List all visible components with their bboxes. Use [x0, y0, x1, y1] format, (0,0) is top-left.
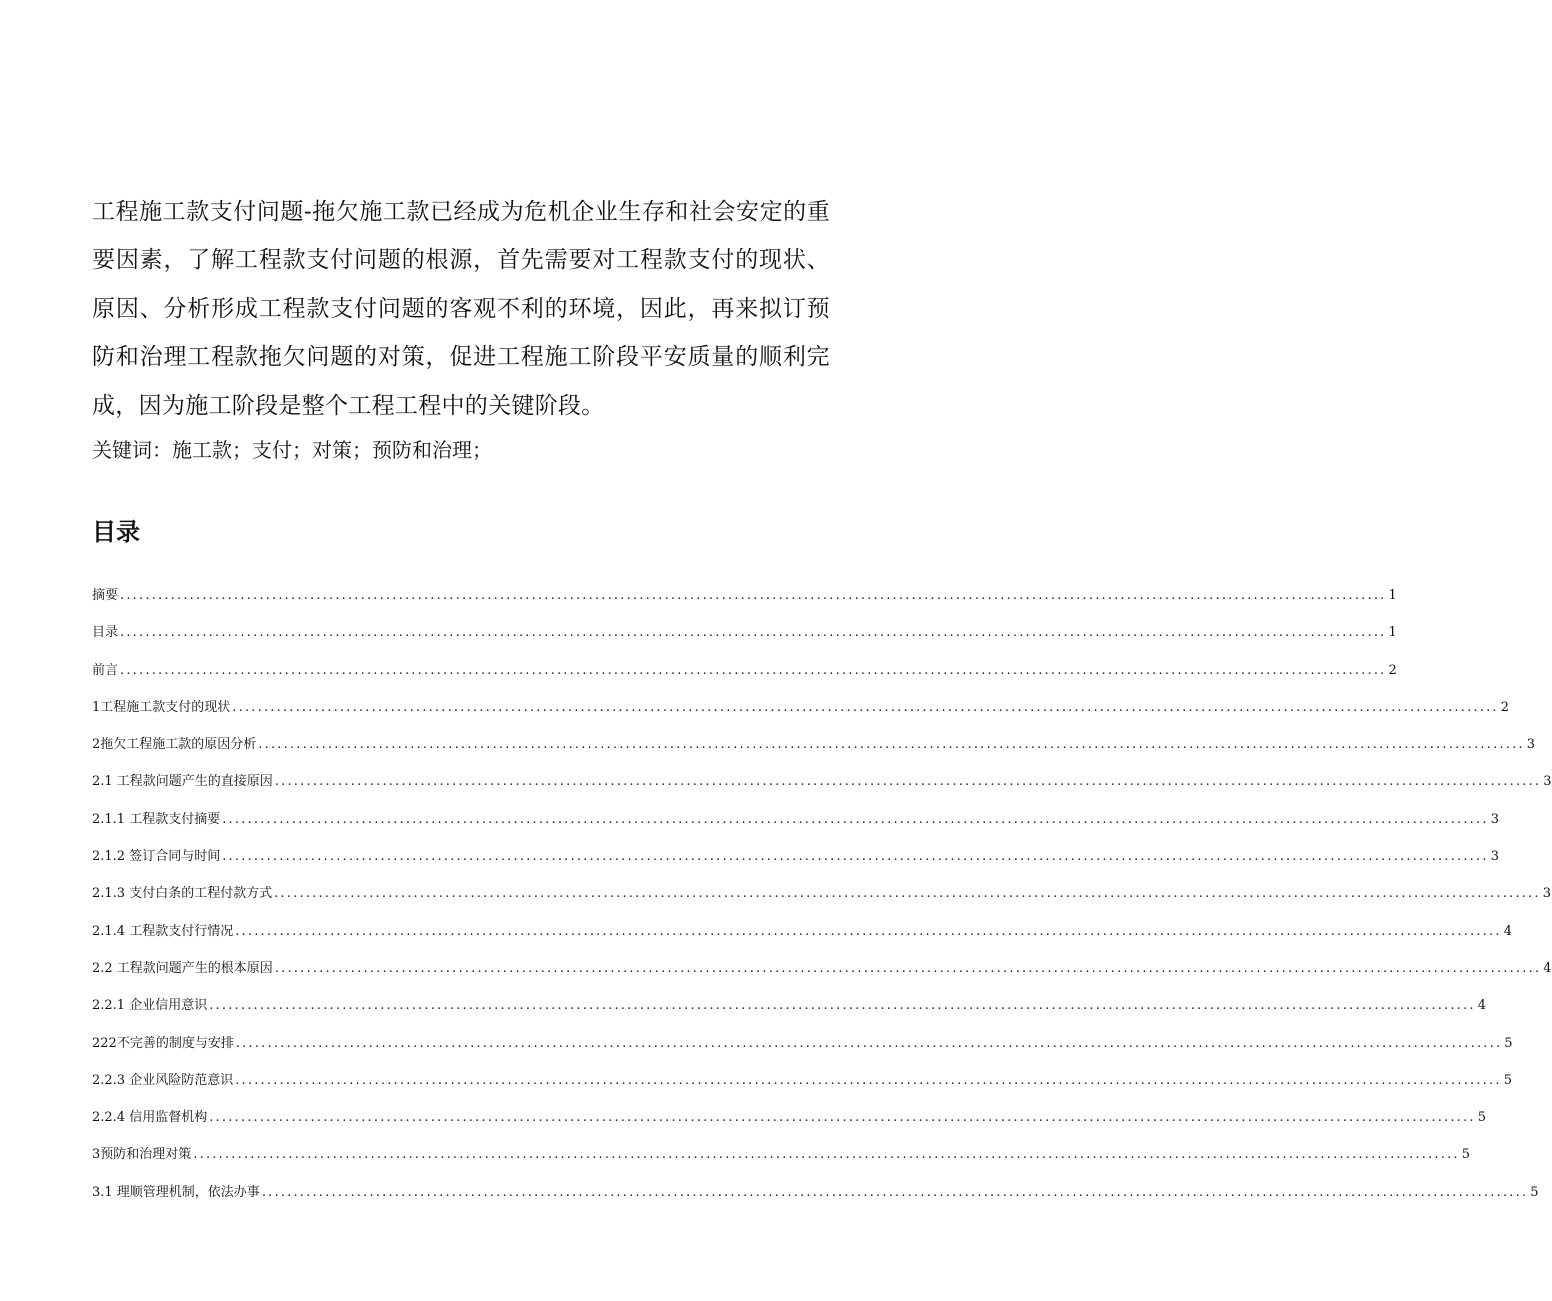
- toc-dot-leader: ........................................................................................................................................................................................................: [209, 1110, 1476, 1126]
- toc-entry-page: 5: [1502, 1034, 1512, 1054]
- toc-entry-page: 2: [1386, 661, 1396, 681]
- toc-dot-leader: ........................................................................................................................................................................................................: [235, 923, 1502, 939]
- toc-dot-leader: ........................................................................................................................................................................................................: [120, 662, 1387, 678]
- toc-dot-leader: ........................................................................................................................................................................................................: [235, 1072, 1502, 1088]
- toc-entry[interactable]: [92, 1034, 1513, 1071]
- toc-entry[interactable]: [92, 1108, 1486, 1145]
- toc-entry-page: 5: [1460, 1145, 1470, 1165]
- toc-entry-label: 1工程施工款支付的现状: [92, 698, 232, 718]
- toc-entry-page: 3: [1541, 884, 1551, 904]
- toc-title: 目录: [92, 518, 140, 546]
- toc-dot-leader: ........................................................................................................................................................................................................: [232, 699, 1499, 715]
- toc-dot-leader: ........................................................................................................................................................................................................: [235, 1035, 1503, 1051]
- toc-dot-leader: ........................................................................................................................................................................................................: [274, 774, 1542, 790]
- toc-dot-leader: ........................................................................................................................................................................................................: [274, 886, 1541, 902]
- toc-entry-label: 2.2.4 信用监督机构: [92, 1108, 209, 1128]
- toc-entry[interactable]: [92, 1145, 1471, 1182]
- toc-entry[interactable]: [92, 922, 1512, 959]
- toc-entry[interactable]: [92, 661, 1397, 698]
- toc-dot-leader: ........................................................................................................................................................................................................: [274, 960, 1542, 976]
- toc-entry-page: 5: [1528, 1183, 1538, 1203]
- toc-entry-label: 2.2 工程款问题产生的根本原因: [92, 959, 275, 979]
- toc-entry-label: 2.1 工程款问题产生的直接原因: [92, 772, 275, 792]
- toc-entry-page: 4: [1502, 922, 1512, 942]
- toc-entry-label: 2.1.1 工程款支付摘要: [92, 810, 222, 830]
- toc-entry-label: 2.2.1 企业信用意识: [92, 996, 209, 1016]
- toc-entry-page: 5: [1502, 1071, 1512, 1091]
- toc-entry[interactable]: [92, 884, 1551, 921]
- toc-entry-page: 5: [1476, 1108, 1486, 1128]
- toc-dot-leader: ........................................................................................................................................................................................................: [209, 998, 1476, 1014]
- toc-entry-page: 3: [1541, 772, 1551, 792]
- toc-entry-page: 4: [1541, 959, 1551, 979]
- toc-dot-leader: ........................................................................................................................................................................................................: [258, 737, 1525, 753]
- toc-entry-label: 2.1.2 签订合同与时间: [92, 847, 222, 867]
- toc-entry-page: 2: [1499, 698, 1509, 718]
- toc-entry-page: 3: [1489, 847, 1499, 867]
- toc-entry-label: 2.1.4 工程款支付行情况: [92, 922, 235, 942]
- toc-entry-label: 前言: [92, 661, 120, 681]
- toc-entry[interactable]: [92, 735, 1536, 772]
- toc-entry-page: 4: [1476, 996, 1486, 1016]
- toc-entry-label: 3预防和治理对策: [92, 1145, 193, 1165]
- toc-entry-page: 3: [1525, 735, 1535, 755]
- toc-entry[interactable]: [92, 1071, 1512, 1108]
- abstract-paragraph: 工程施工款支付问题-拖欠施工款已经成为危机企业生存和社会安定的重要因素，了解工程款支付问题的根源，首先需要对工程款支付的现状、原因、分析形成工程款支付问题的客观不利的环境，因此，再来拟订预防和治理工程款拖欠问题的对策，促进工程施工阶段平安质量的顺利完成，因为施工阶段是整个工程工程中的关键阶段。: [92, 199, 830, 419]
- toc-entry-label: 3.1 理顺管理机制，依法办事: [92, 1183, 262, 1203]
- toc-dot-leader: ........................................................................................................................................................................................................: [120, 588, 1387, 603]
- toc-entry-label: 目录: [92, 623, 120, 643]
- toc-entry[interactable]: [92, 810, 1499, 847]
- toc-entry[interactable]: [92, 772, 1552, 809]
- toc-entry[interactable]: [92, 698, 1510, 735]
- toc-entry[interactable]: [92, 586, 1397, 623]
- toc-entry-label: 2拖欠工程施工款的原因分析: [92, 735, 258, 755]
- toc-entry-page: 1: [1386, 623, 1396, 643]
- toc-dot-leader: ........................................................................................................................................................................................................: [222, 849, 1489, 865]
- toc-entry-label: 2.2.3 企业风险防范意识: [92, 1071, 235, 1091]
- toc-entry[interactable]: [92, 847, 1499, 884]
- table-of-contents: [92, 586, 1552, 1220]
- toc-entry-page: 3: [1489, 810, 1499, 830]
- keywords-line: 关键词：施工款；支付；对策；预防和治理；: [92, 438, 492, 462]
- toc-entry-label: 2.1.3 支付白条的工程付款方式: [92, 884, 274, 904]
- toc-dot-leader: ........................................................................................................................................................................................................: [261, 1184, 1529, 1200]
- toc-entry[interactable]: [92, 1183, 1539, 1220]
- toc-entry-label: 摘要: [92, 586, 120, 606]
- toc-entry-page: 1: [1386, 586, 1396, 606]
- toc-entry[interactable]: [92, 959, 1552, 996]
- toc-dot-leader: ........................................................................................................................................................................................................: [193, 1147, 1460, 1163]
- toc-entry[interactable]: [92, 623, 1397, 660]
- toc-entry-label: 222不完善的制度与安排: [92, 1034, 236, 1054]
- toc-dot-leader: ........................................................................................................................................................................................................: [120, 625, 1387, 641]
- toc-entry[interactable]: [92, 996, 1486, 1033]
- toc-dot-leader: ........................................................................................................................................................................................................: [222, 811, 1489, 827]
